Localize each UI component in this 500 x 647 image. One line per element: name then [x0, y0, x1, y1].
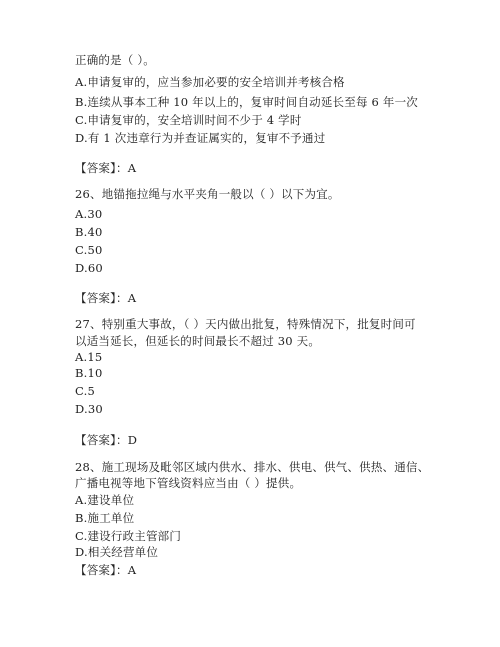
q27-stem-line1: 27、特别重大事故，（ ）天内做出批复，特殊情况下，批复时间可: [75, 317, 416, 331]
q28-option-a: A.建设单位: [75, 493, 135, 507]
q27-stem-line2: 以适当延长，但延长的时间最长不超过 30 天。: [75, 334, 321, 348]
q26-option-c: C.50: [75, 243, 103, 257]
q25-stem-end: 正确的是（ ）。: [75, 53, 156, 67]
q27-option-d: D.30: [75, 402, 103, 416]
q28-stem-line2: 广播电视等地下管线资料应当由（ ）提供。: [75, 476, 302, 490]
q25-option-b: B.连续从事本工种 10 年以上的，复审时间自动延长至每 6 年一次: [75, 95, 418, 109]
q26-answer: 【答案】：A: [75, 291, 137, 305]
q28-option-b: B.施工单位: [75, 511, 135, 525]
q26-option-d: D.60: [75, 261, 103, 275]
q26-option-b: B.40: [75, 225, 103, 239]
q25-option-c: C.申请复审的，安全培训时间不少于 4 学时: [75, 113, 302, 127]
q27-option-c: C.5: [75, 384, 95, 398]
q27-option-b: B.10: [75, 366, 103, 380]
q26-stem: 26、地锚拖拉绳与水平夹角一般以（ ）以下为宜。: [75, 187, 340, 201]
q27-answer: 【答案】：D: [75, 433, 138, 447]
q28-option-c: C.建设行政主管部门: [75, 529, 182, 543]
q25-answer: 【答案】：A: [75, 161, 137, 175]
q25-option-d: D.有 1 次违章行为并查证属实的，复审不予通过: [75, 131, 326, 145]
q26-option-a: A.30: [75, 207, 103, 221]
q27-option-a: A.15: [75, 350, 103, 364]
q25-option-a: A.申请复审的，应当参加必要的安全培训并考核合格: [75, 75, 345, 89]
q28-stem-line1: 28、施工现场及毗邻区域内供水、排水、供电、供气、供热、通信、: [75, 460, 430, 474]
q28-option-d: D.相关经营单位: [75, 545, 159, 559]
q28-answer: 【答案】：A: [75, 563, 137, 577]
